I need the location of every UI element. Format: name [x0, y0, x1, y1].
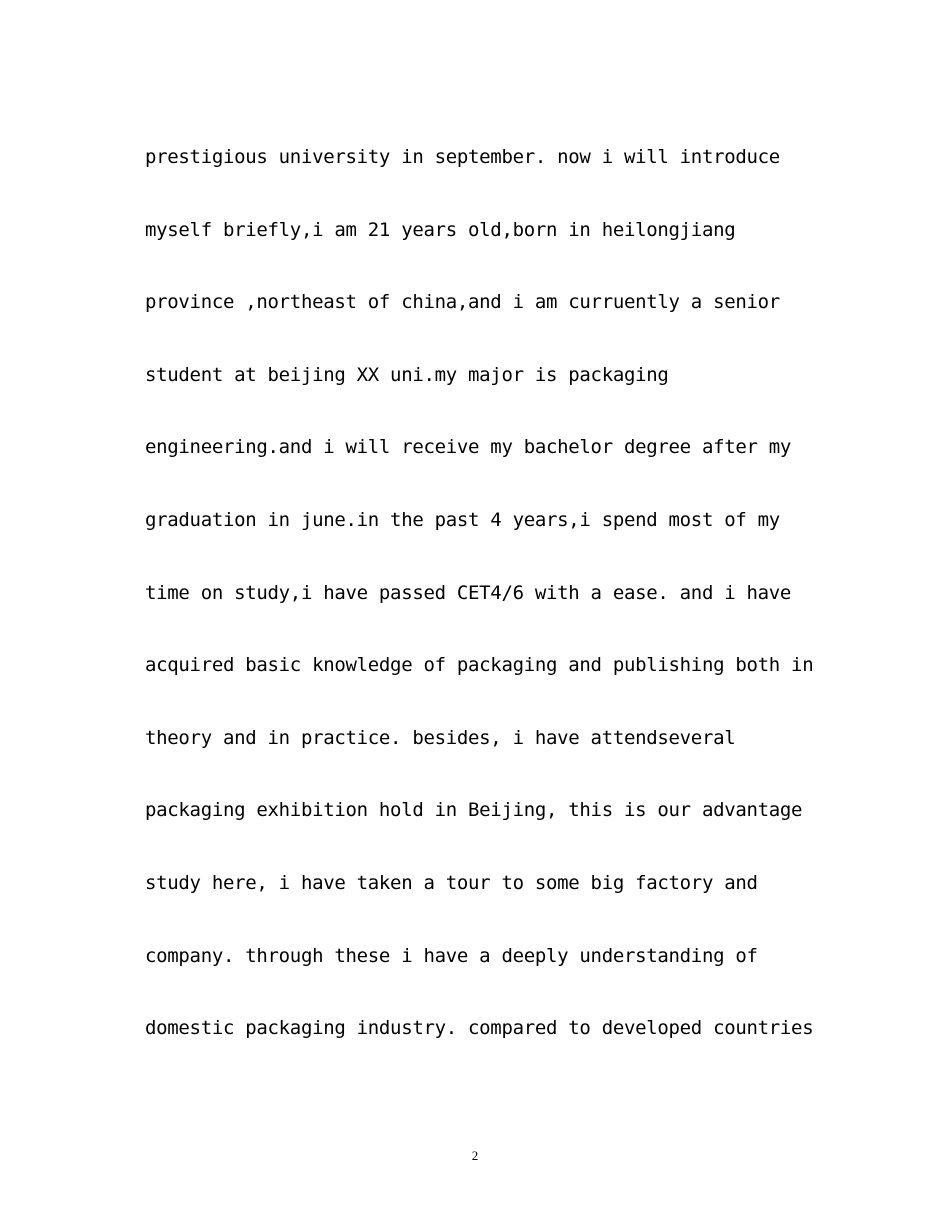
- text-line-11: study here, i have taken a tour to some big factory and: [145, 871, 758, 894]
- text-line-4: student at beijing XX uni.my major is packaging: [145, 363, 669, 386]
- text-line-8: acquired basic knowledge of packaging and publishing both in: [145, 654, 814, 677]
- text-line-9: theory and in practice. besides, i have attendseveral: [145, 726, 736, 749]
- text-line-12: company. through these i have a deeply understanding of: [145, 944, 758, 967]
- text-line-1: prestigious university in september. now i will introduce: [145, 146, 780, 168]
- text-line-2: myself briefly,i am 21 years old,born in heilongjiang: [145, 218, 736, 241]
- text-line-6: graduation in june.in the past 4 years,i spend most of my: [145, 508, 780, 531]
- text-line-7: time on study,i have passed CET4/6 with a ease. and i have: [145, 581, 792, 604]
- body-text: [145, 136, 845, 1080]
- text-line-5: engineering.and i will receive my bachelor degree after my: [145, 436, 792, 459]
- text-line-3: province ,northeast of china,and i am curruently a senior: [145, 291, 780, 314]
- page-number: 2: [471, 1148, 479, 1163]
- text-line-10: packaging exhibition hold in Beijing, this is our advantage: [145, 799, 803, 822]
- text-line-13: domestic packaging industry. compared to developed countries: [145, 1017, 814, 1040]
